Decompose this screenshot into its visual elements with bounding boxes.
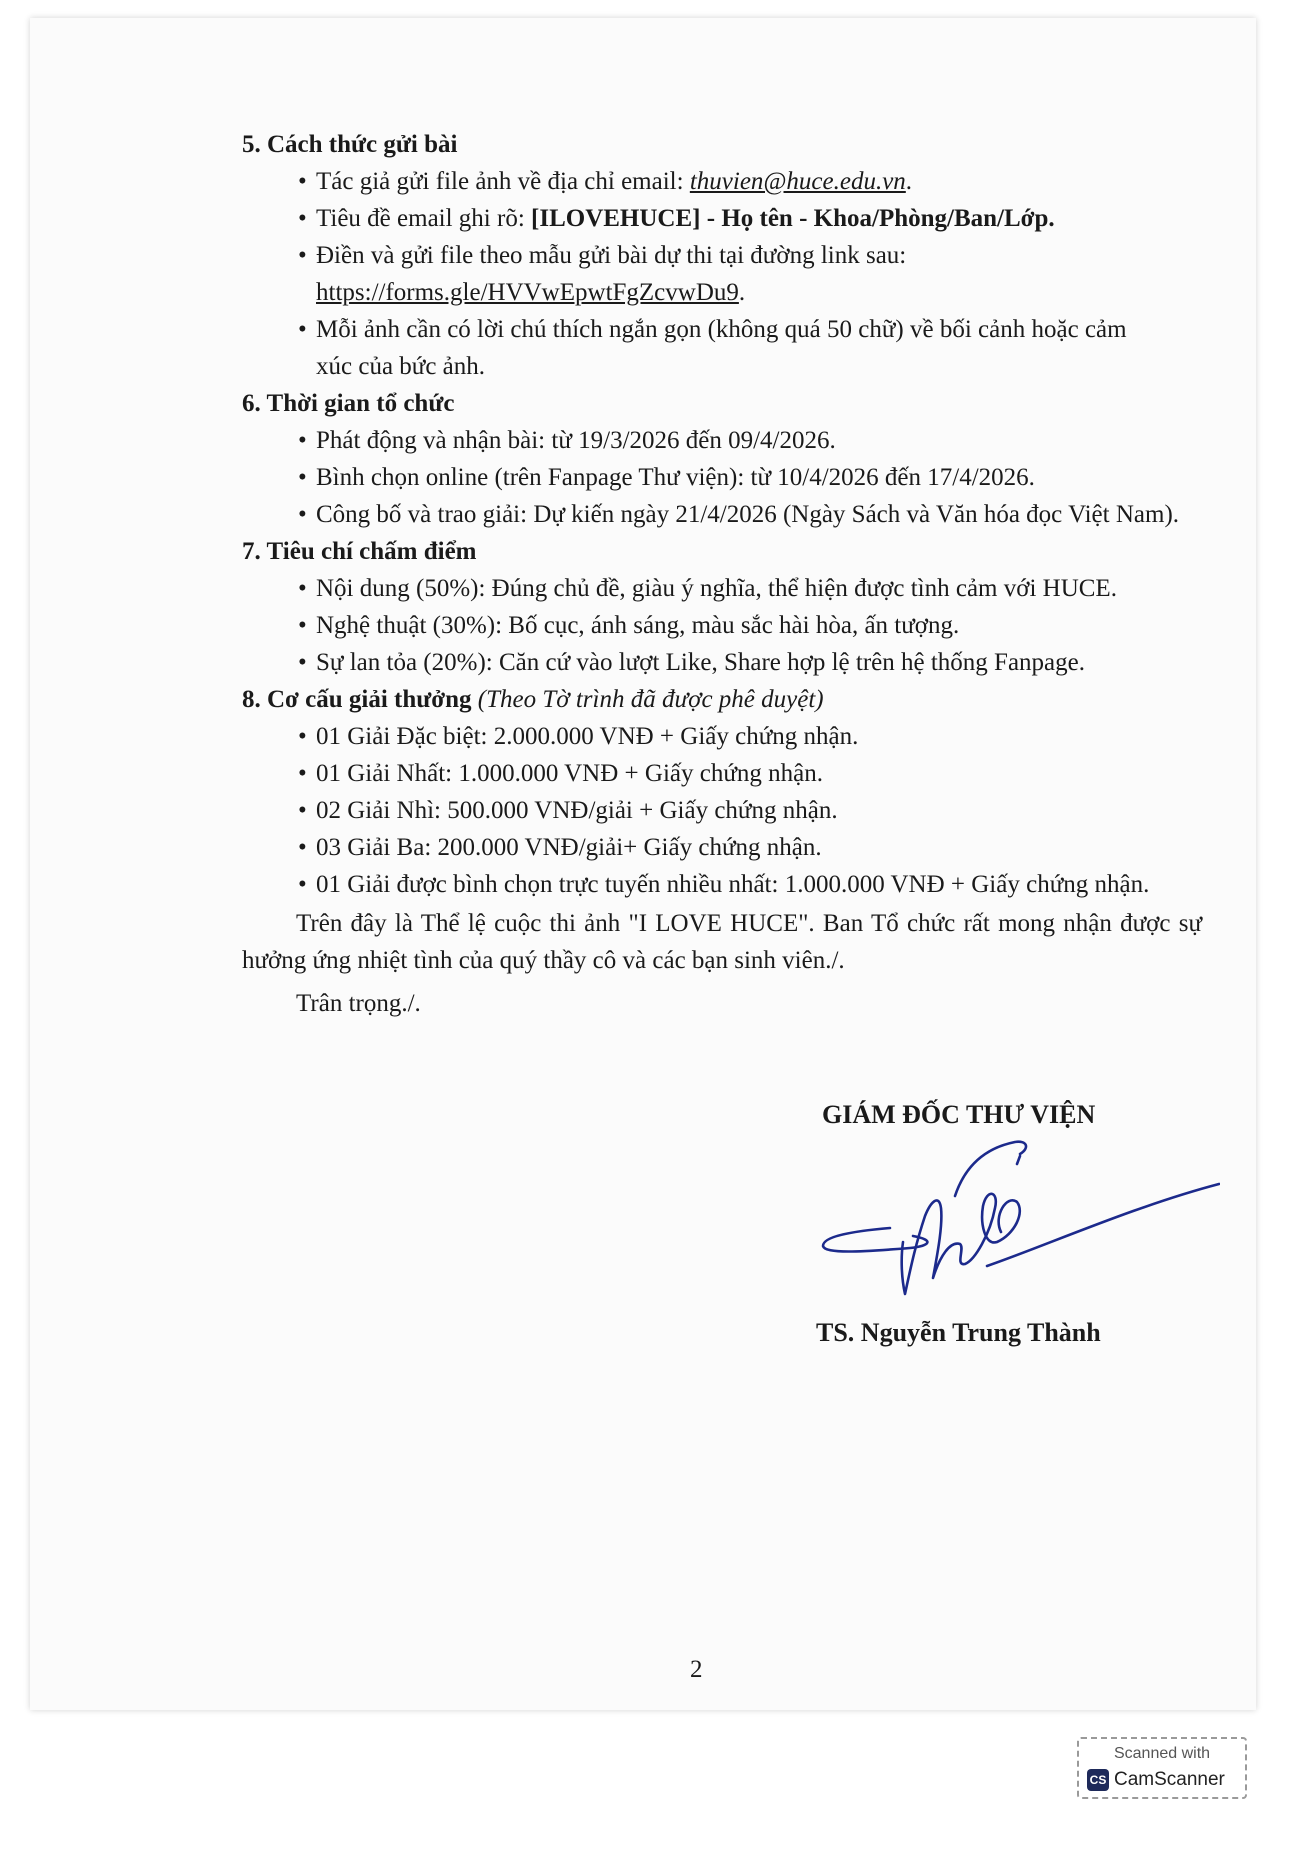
section-5-item-form: • Điền và gửi file theo mẫu gửi bài dự thi tại đường link sau: https://forms.gle/HVVwEpwtFgZcvwDu9. [242,237,1202,311]
camscanner-logo-icon: CS [1087,1769,1109,1791]
section-7-item: • Nội dung (50%): Đúng chủ đề, giàu ý nghĩa, thể hiện được tình cảm với HUCE. [242,570,1202,607]
watermark-caption: Scanned with [1113,1745,1211,1762]
handwritten-signature [815,1136,1220,1306]
section-5-title: 5. Cách thức gửi bài [242,131,458,158]
signature-strokes [823,1142,1219,1294]
section-6-item: • Phát động và nhận bài: từ 19/3/2026 đến 09/4/2026. [242,422,1202,459]
section-7-item: • Nghệ thuật (30%): Bố cục, ánh sáng, màu sắc hài hòa, ấn tượng. [242,607,1202,644]
signer-title: GIÁM ĐỐC THƯ VIỆN [822,1100,1096,1129]
document-body [242,126,1202,1022]
document-page [30,18,1256,1710]
prize-item: • 02 Giải Nhì: 500.000 VNĐ/giải + Giấy chứng nhận. [242,792,1202,829]
section-6-title: 6. Thời gian tổ chức [242,390,455,417]
camscanner-watermark [1077,1737,1247,1799]
section-8-heading [242,681,1202,718]
section-8-title: 8. Cơ cấu giải thưởng [242,686,472,713]
prize-item: • 03 Giải Ba: 200.000 VNĐ/giải+ Giấy chứng nhận. [242,829,1202,866]
section-5-item-caption: • Mỗi ảnh cần có lời chú thích ngắn gọn (không quá 50 chữ) về bối cảnh hoặc cảm xúc của bức ảnh. [242,311,1202,385]
email-link[interactable]: thuvien@huce.edu.vn [689,168,906,195]
section-7-title: 7. Tiêu chí chấm điểm [242,538,477,565]
section-5-item-email: • Tác giả gửi file ảnh về địa chỉ email: thuvien@huce.edu.vn. [242,163,1202,200]
watermark-brand: CamScanner [1114,1769,1225,1790]
prize-item: • 01 Giải Đặc biệt: 2.000.000 VNĐ + Giấy chứng nhận. [242,718,1202,755]
closing-paragraph: Trên đây là Thể lệ cuộc thi ảnh "I LOVE HUCE". Ban Tổ chức rất mong nhận được sự hưởng ứng nhiệt tình của quý thầy cô và các bạn sinh viên./. [242,910,1202,974]
section-5-item-subject: • Tiêu đề email ghi rõ: [ILOVEHUCE] - Họ tên - Khoa/Phòng/Ban/Lớp. [242,200,1202,237]
page-number: 2 [690,1656,703,1683]
signer-name: TS. Nguyễn Trung Thành [816,1318,1101,1347]
section-6-item: • Công bố và trao giải: Dự kiến ngày 21/4/2026 (Ngày Sách và Văn hóa đọc Việt Nam). [242,496,1202,533]
section-6-item: • Bình chọn online (trên Fanpage Thư viện): từ 10/4/2026 đến 17/4/2026. [242,459,1202,496]
prize-item: • 01 Giải Nhất: 1.000.000 VNĐ + Giấy chứng nhận. [242,755,1202,792]
section-7-item: • Sự lan tỏa (20%): Căn cứ vào lượt Like, Share hợp lệ trên hệ thống Fanpage. [242,644,1202,681]
form-link[interactable]: https://forms.gle/HVVwEpwtFgZcvwDu9 [316,279,739,306]
closing-regards: Trân trọng./. [296,990,421,1017]
prize-item: • 01 Giải được bình chọn trực tuyến nhiều nhất: 1.000.000 VNĐ + Giấy chứng nhận. [242,866,1202,903]
watermark-brand-row [1087,1769,1225,1791]
section-8-note: (Theo Tờ trình đã được phê duyệt) [477,686,824,713]
